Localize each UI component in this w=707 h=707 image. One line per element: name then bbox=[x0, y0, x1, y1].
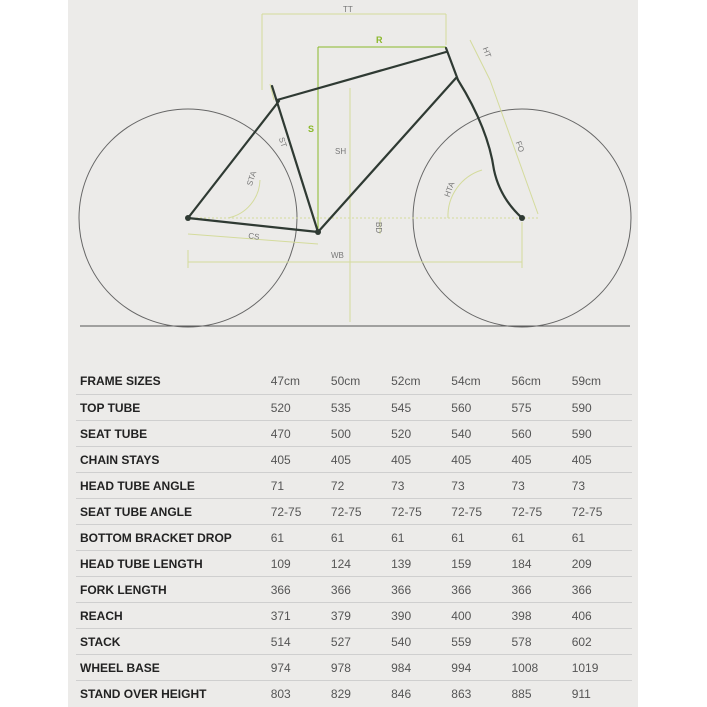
table-cell: 540 bbox=[451, 421, 511, 447]
label-r: R bbox=[376, 35, 383, 45]
table-row bbox=[76, 681, 632, 707]
table-row bbox=[76, 629, 632, 655]
table-cell: 470 bbox=[271, 421, 331, 447]
table-cell: 72-75 bbox=[451, 499, 511, 525]
table-cell: 590 bbox=[572, 395, 632, 421]
table-cell: 109 bbox=[271, 551, 331, 577]
row-label: BOTTOM BRACKET DROP bbox=[76, 525, 271, 551]
table-row bbox=[76, 395, 632, 421]
table-cell: 124 bbox=[331, 551, 391, 577]
table-cell: 978 bbox=[331, 655, 391, 681]
table-row bbox=[76, 499, 632, 525]
table-cell: 398 bbox=[512, 603, 572, 629]
label-ht: HT bbox=[480, 45, 493, 59]
table-cell: 885 bbox=[511, 686, 532, 701]
sta-arc bbox=[228, 180, 260, 218]
table-cell: 366 bbox=[331, 577, 391, 603]
label-sh: SH bbox=[335, 147, 347, 156]
table-cell: 405 bbox=[391, 447, 451, 473]
row-label: STACK bbox=[76, 629, 271, 655]
table-cell: 72 bbox=[331, 473, 391, 499]
table-row bbox=[76, 603, 632, 629]
table-cell: 72-75 bbox=[512, 499, 572, 525]
size-header: 52cm bbox=[391, 368, 451, 395]
table-cell: 72-75 bbox=[331, 499, 391, 525]
label-fo: FO bbox=[513, 139, 527, 154]
bottom-bracket bbox=[315, 229, 321, 235]
table-cell: 366 bbox=[451, 577, 511, 603]
table-cell: 366 bbox=[512, 577, 572, 603]
label-st: ST bbox=[276, 136, 289, 149]
table-cell: 400 bbox=[451, 603, 511, 629]
table-cell: 184 bbox=[512, 551, 572, 577]
size-header: 47cm bbox=[271, 368, 331, 395]
head-tube bbox=[446, 48, 458, 80]
table-cell: 390 bbox=[391, 603, 451, 629]
row-label: SEAT TUBE ANGLE bbox=[76, 499, 271, 525]
size-header: 56cm bbox=[512, 368, 572, 395]
table-cell: 846 bbox=[391, 686, 412, 701]
front-axle bbox=[519, 215, 525, 221]
table-cell: 405 bbox=[451, 447, 511, 473]
row-label: SEAT TUBE bbox=[76, 421, 271, 447]
row-label: REACH bbox=[76, 603, 271, 629]
geometry-table bbox=[76, 368, 632, 706]
size-header: 50cm bbox=[331, 368, 391, 395]
row-label: CHAIN STAYS bbox=[76, 447, 271, 473]
table-cell: 527 bbox=[331, 629, 391, 655]
table-cell: 73 bbox=[391, 473, 451, 499]
table-row bbox=[76, 473, 632, 499]
table-cell: 405 bbox=[512, 447, 572, 473]
chain-stay bbox=[188, 218, 318, 232]
table-cell: 560 bbox=[512, 421, 572, 447]
table-row bbox=[76, 421, 632, 447]
table-cell: 559 bbox=[451, 629, 511, 655]
table-cell: 366 bbox=[391, 577, 451, 603]
table-cell: 863 bbox=[451, 686, 472, 701]
table-row bbox=[76, 577, 632, 603]
table-cell: 73 bbox=[572, 473, 632, 499]
table-cell: 540 bbox=[391, 629, 451, 655]
table-cell: 73 bbox=[512, 473, 572, 499]
label-s: S bbox=[308, 124, 315, 134]
table-cell: 911 bbox=[571, 686, 591, 701]
table-cell: 61 bbox=[391, 525, 451, 551]
row-label: FORK LENGTH bbox=[76, 577, 271, 603]
table-header-row bbox=[76, 368, 632, 395]
table-row bbox=[76, 525, 632, 551]
label-wb: WB bbox=[331, 251, 344, 260]
table-cell: 405 bbox=[271, 447, 331, 473]
fo-dimension-line bbox=[490, 80, 538, 214]
table-cell: 159 bbox=[451, 551, 511, 577]
table-cell: 72-75 bbox=[572, 499, 632, 525]
bike-geometry-diagram bbox=[0, 0, 707, 340]
table-cell: 366 bbox=[271, 577, 331, 603]
table-cell: 984 bbox=[391, 655, 451, 681]
row-label: HEAD TUBE LENGTH bbox=[76, 551, 271, 577]
table-cell: 72-75 bbox=[271, 499, 331, 525]
table-cell: 514 bbox=[271, 629, 331, 655]
table-cell: 974 bbox=[271, 655, 331, 681]
row-label: STAND OVER HEIGHT bbox=[80, 686, 207, 701]
table-cell: 61 bbox=[331, 525, 391, 551]
rear-axle bbox=[185, 215, 191, 221]
table-cell: 1019 bbox=[572, 655, 632, 681]
hta-arc bbox=[448, 170, 482, 218]
label-bd: BD bbox=[374, 222, 383, 234]
table-cell: 578 bbox=[512, 629, 572, 655]
table-cell: 575 bbox=[512, 395, 572, 421]
label-tt: TT bbox=[343, 5, 353, 14]
table-cell: 520 bbox=[391, 421, 451, 447]
size-header: 59cm bbox=[572, 368, 632, 395]
row-label: HEAD TUBE ANGLE bbox=[76, 473, 271, 499]
table-cell: 500 bbox=[331, 421, 391, 447]
table-cell: 73 bbox=[451, 473, 511, 499]
table-cell: 545 bbox=[391, 395, 451, 421]
table-cell: 371 bbox=[271, 603, 331, 629]
table-cell: 379 bbox=[331, 603, 391, 629]
table-cell: 590 bbox=[572, 421, 632, 447]
table-cell: 209 bbox=[572, 551, 632, 577]
fork bbox=[458, 80, 522, 218]
table-row bbox=[76, 551, 632, 577]
table-cell: 406 bbox=[572, 603, 632, 629]
table-cell: 405 bbox=[331, 447, 391, 473]
table-cell: 366 bbox=[572, 577, 632, 603]
table-cell: 803 bbox=[270, 686, 291, 701]
row-label: TOP TUBE bbox=[76, 395, 271, 421]
table-cell: 535 bbox=[331, 395, 391, 421]
table-cell: 139 bbox=[391, 551, 451, 577]
table-cell: 829 bbox=[330, 686, 351, 701]
table-cell: 520 bbox=[271, 395, 331, 421]
label-hta: HTA bbox=[442, 180, 457, 199]
table-row bbox=[76, 655, 632, 681]
table-cell: 61 bbox=[271, 525, 331, 551]
label-cs: CS bbox=[247, 231, 261, 242]
table-cell: 994 bbox=[451, 655, 511, 681]
row-label: WHEEL BASE bbox=[76, 655, 271, 681]
table-cell: 602 bbox=[572, 629, 632, 655]
table-cell: 71 bbox=[271, 473, 331, 499]
table-cell: 72-75 bbox=[391, 499, 451, 525]
table-cell: 1008 bbox=[512, 655, 572, 681]
table-header-label: FRAME SIZES bbox=[76, 368, 271, 395]
table-row bbox=[76, 447, 632, 473]
label-sta: STA bbox=[245, 169, 259, 187]
top-tube bbox=[277, 52, 446, 100]
table-cell: 61 bbox=[451, 525, 511, 551]
table-cell: 61 bbox=[512, 525, 572, 551]
table-cell: 405 bbox=[572, 447, 632, 473]
table-cell: 61 bbox=[572, 525, 632, 551]
size-header: 54cm bbox=[451, 368, 511, 395]
table-cell: 560 bbox=[451, 395, 511, 421]
seat-tube bbox=[272, 86, 318, 232]
